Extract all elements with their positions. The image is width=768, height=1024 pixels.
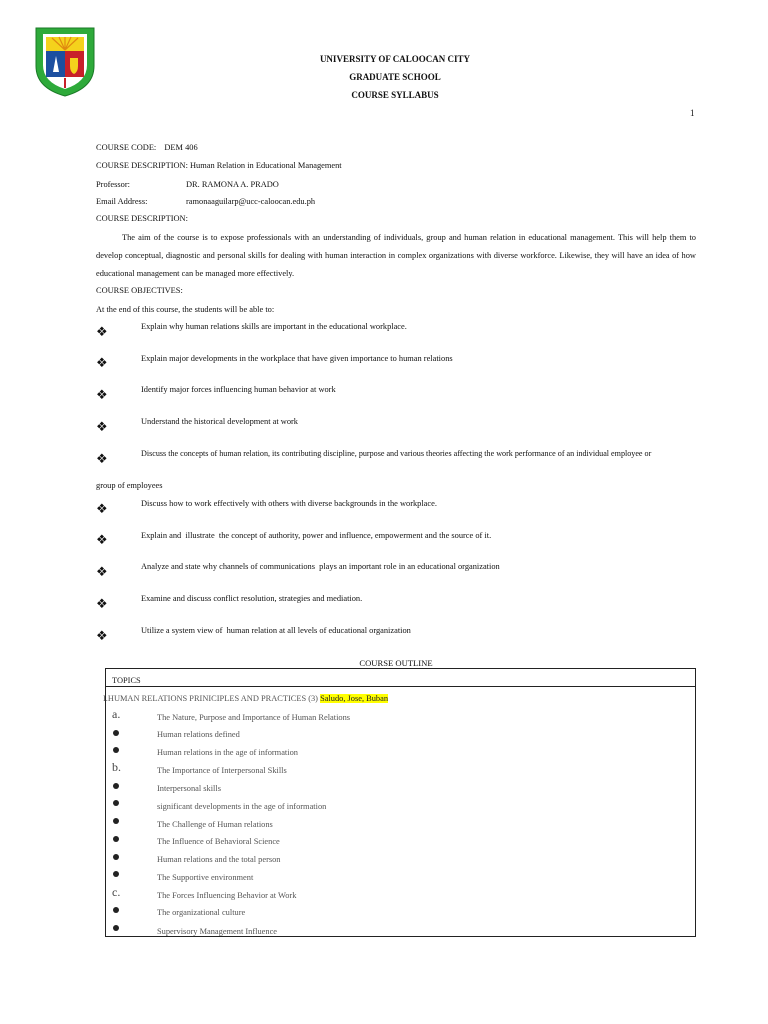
bullet-icon: ❖ <box>96 419 108 434</box>
outline-letter: c. <box>112 885 121 899</box>
bullet-dot-icon <box>113 907 119 913</box>
outline-item: Human relations and the total person <box>157 855 281 864</box>
course-description-paragraph: The aim of the course is to expose professionals with an understanding of individuals, group and human relation in educational management. This will help them to develop conceptual, diagnostic and personal skills for dealing with human interaction in complex organizations with diverse workforce. Likewise, they will have an idea of how educational management can be managed more effectively. <box>96 233 696 278</box>
outline-letter: b. <box>112 760 121 774</box>
document-type: COURSE SYLLABUS <box>351 90 439 100</box>
objective-item: Identify major forces influencing human behavior at work <box>141 385 336 394</box>
bullet-icon: ❖ <box>96 451 108 466</box>
bullet-icon: ❖ <box>96 596 108 611</box>
section-row <box>103 694 388 703</box>
outline-item: The Nature, Purpose and Importance of Human Relations <box>157 713 351 722</box>
bullet-icon: ❖ <box>96 387 108 402</box>
course-code-value: DEM 406 <box>164 143 198 152</box>
outline-item: The Forces Influencing Behavior at Work <box>157 891 297 900</box>
bullet-icon: ❖ <box>96 501 108 516</box>
section-marker: I. <box>103 694 108 703</box>
presenters-highlight: Saludo, Jose, Buban <box>320 694 389 703</box>
email-label: Email Address: <box>96 197 148 206</box>
outline-item: The organizational culture <box>157 908 246 917</box>
bullet-dot-icon <box>113 747 119 753</box>
page-number: 1 <box>690 108 695 118</box>
outline-item: The Influence of Behavioral Science <box>157 837 280 846</box>
outline-letter: a. <box>112 707 121 721</box>
outline-item: Interpersonal skills <box>157 784 221 793</box>
professor-value: DR. RAMONA A. PRADO <box>186 180 279 189</box>
course-code-label: COURSE CODE: <box>96 143 157 152</box>
objective-item: Explain and illustrate the concept of authority, power and influence, empowerment and the source of it. <box>141 531 492 540</box>
bullet-dot-icon <box>113 818 119 824</box>
objective-item: Understand the historical development at work <box>141 417 298 426</box>
objective-item-continuation: group of employees <box>96 481 163 490</box>
course-outline-title: COURSE OUTLINE <box>359 658 433 668</box>
bullet-dot-icon <box>113 871 119 877</box>
bullet-icon: ❖ <box>96 564 108 579</box>
bullet-dot-icon <box>113 730 119 736</box>
bullet-dot-icon <box>113 836 119 842</box>
outline-item: significant developments in the age of information <box>157 802 327 811</box>
objective-item: Utilize a system view of human relation at all levels of educational organization <box>141 626 411 635</box>
section-title: HUMAN RELATIONS PRINICIPLES AND PRACTICES (3) <box>107 694 321 703</box>
bullet-icon: ❖ <box>96 532 108 547</box>
course-code-line <box>96 143 198 152</box>
objectives-heading: COURSE OBJECTIVES: <box>96 286 183 295</box>
professor-label: Professor: <box>96 180 130 189</box>
outline-item: The Challenge of Human relations <box>157 820 273 829</box>
course-title-line: COURSE DESCRIPTION: Human Relation in Educational Management <box>96 161 342 170</box>
school-name: GRADUATE SCHOOL <box>349 72 441 82</box>
objective-item: Explain why human relations skills are important in the educational workplace. <box>141 322 407 331</box>
bullet-dot-icon <box>113 783 119 789</box>
objective-item: Discuss the concepts of human relation, its contributing discipline, purpose and various theories affecting the work performance of an individual employee or <box>141 449 652 458</box>
topics-column-header: TOPICS <box>112 676 141 685</box>
outline-item: Human relations defined <box>157 730 240 739</box>
bullet-icon: ❖ <box>96 324 108 339</box>
university-name: UNIVERSITY OF CALOOCAN CITY <box>319 54 471 64</box>
objective-item: Explain major developments in the workplace that have given importance to human relations <box>141 354 453 363</box>
bullet-icon: ❖ <box>96 628 108 643</box>
outline-item: Human relations in the age of information <box>157 748 298 757</box>
outline-item: Supervisory Management Influence <box>157 927 278 936</box>
description-heading: COURSE DESCRIPTION: <box>96 214 188 223</box>
outline-item: The Supportive environment <box>157 873 254 882</box>
email-value: ramonaaguilarp@ucc-caloocan.edu.ph <box>186 197 316 206</box>
outline-item: The Importance of Interpersonal Skills <box>157 766 287 775</box>
objectives-intro: At the end of this course, the students will be able to: <box>96 305 275 314</box>
objective-item: Analyze and state why channels of communications plays an important role in an educational organization <box>141 562 500 571</box>
table-header-row <box>106 669 695 687</box>
bullet-dot-icon <box>113 800 119 806</box>
objective-item: Examine and discuss conflict resolution, strategies and mediation. <box>141 594 363 603</box>
bullet-icon: ❖ <box>96 355 108 370</box>
bullet-dot-icon <box>113 854 119 860</box>
bullet-dot-icon <box>113 925 119 931</box>
objective-item: Discuss how to work effectively with others with diverse backgrounds in the workplace. <box>141 499 437 508</box>
